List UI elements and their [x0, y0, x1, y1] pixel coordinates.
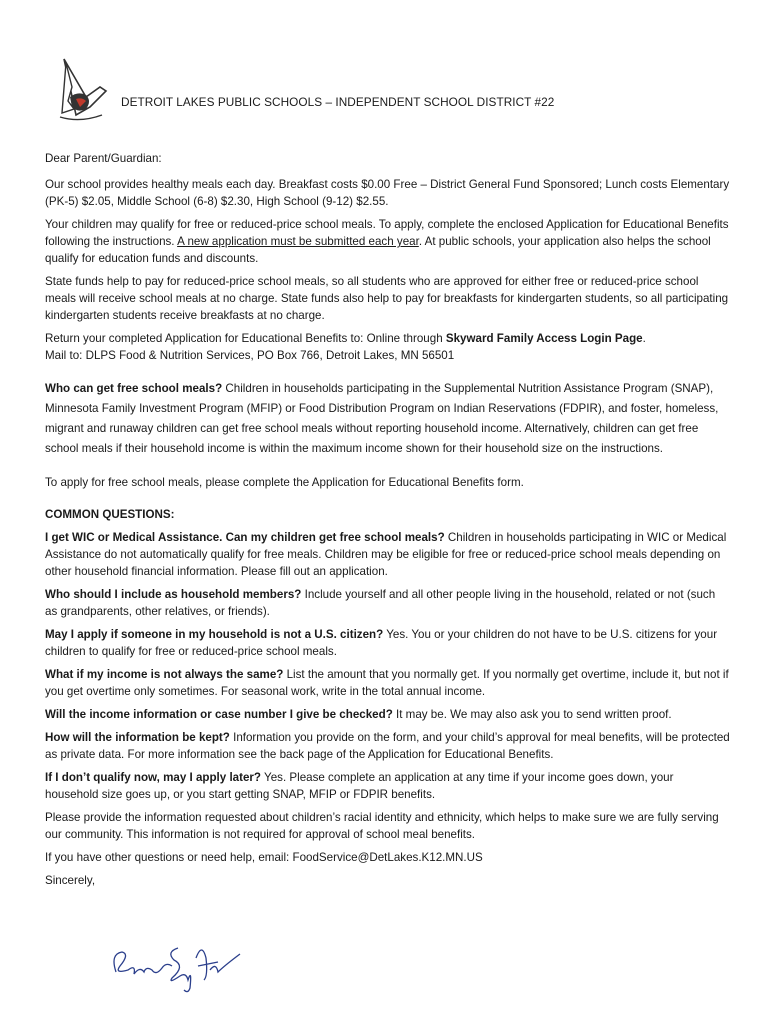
return-paragraph	[45, 330, 730, 347]
faq-item	[45, 666, 730, 700]
faq-question: How will the information be kept?	[45, 731, 230, 744]
district-logo-icon	[56, 57, 108, 125]
faq-answer: It may be. We may also ask you to send written proof.	[392, 708, 672, 721]
state-funds-paragraph: State funds help to pay for reduced-price school meals, so all students who are approved for either free or reduced-price school meals will receive school meals at no charge. State funds also help to pay for breakfasts for kindergarten students, so all participating kindergarten students receive breakfasts at no charge.	[45, 275, 729, 322]
new-application-notice: A new application must be submitted each year	[177, 235, 419, 248]
ethnicity-paragraph: Please provide the information requested about children’s racial identity and ethnicity, which helps to make sure we are fully serving our community. This information is not required for approval of school meal benefits.	[45, 811, 719, 841]
salutation: Dear Parent/Guardian:	[45, 152, 162, 165]
signature-icon	[106, 932, 246, 994]
faq-question: What if my income is not always the same?	[45, 668, 284, 681]
skyward-login-link[interactable]: Skyward Family Access Login Page	[445, 332, 643, 345]
faq-question: I get WIC or Medical Assistance. Can my children get free school meals?	[45, 531, 445, 544]
faq-answer: List the amount that you normally get. If you normally get overtime, include it, but not if you get overtime only sometimes. For seasonal work, write in the total annual income.	[45, 668, 729, 698]
faq-answer: Yes. Please complete an application at any time if your income goes down, your household size goes up, or you start getting SNAP, MFIP or FDPIR benefits.	[45, 771, 674, 801]
free-meals-question: Who can get free school meals?	[45, 382, 223, 395]
qualify-text-b: . At public schools, your application also helps the school qualify for education funds and discounts.	[45, 235, 711, 265]
help-paragraph: If you have other questions or need help, email: FoodService@DetLakes.K12.MN.US	[45, 851, 483, 864]
closing: Sincerely,	[45, 874, 96, 887]
faq-answer: Information you provide on the form, and your child’s approval for meal benefits, will be protected as private data. For more information see the back page of the Application for Educational Benefits.	[45, 731, 730, 761]
district-header: DETROIT LAKES PUBLIC SCHOOLS – INDEPENDENT SCHOOL DISTRICT #22	[121, 95, 555, 109]
faq-item	[45, 706, 730, 723]
faq-item	[45, 586, 730, 620]
return-period: .	[642, 332, 646, 345]
letter-body	[45, 150, 730, 889]
mail-address: Mail to: DLPS Food & Nutrition Services, PO Box 766, Detroit Lakes, MN 56501	[45, 349, 455, 362]
faq-question: Will the income information or case number I give be checked?	[45, 708, 393, 721]
return-text: Return your completed Application for Educational Benefits to: Online through	[45, 332, 446, 345]
faq-answer: Children in households participating in WIC or Medical Assistance do not automatically qualify for free meals. Children may be eligible for free or reduced-price school meals depending on other household financial information. Please fill out an application.	[45, 531, 727, 578]
apply-paragraph: To apply for free school meals, please complete the Application for Educational Benefits form.	[45, 476, 524, 489]
qualify-paragraph	[45, 216, 730, 267]
faq-answer: Yes. You or your children do not have to be U.S. citizens for your children to qualify for free or reduced-price school meals.	[45, 628, 718, 658]
common-questions-heading: COMMON QUESTIONS:	[45, 508, 175, 521]
faq-item	[45, 769, 730, 803]
faq-item	[45, 529, 730, 580]
qualify-text-a: Your children may qualify for free or reduced-price school meals. To apply, complete the enclosed Application for Educational Benefits following the instructions.	[45, 218, 729, 248]
free-meals-paragraph	[45, 379, 730, 459]
faq-question: If I don’t qualify now, may I apply later?	[45, 771, 262, 784]
faq-question: Who should I include as household members?	[45, 588, 302, 601]
faq-answer: Include yourself and all other people living in the household, related or not (such as grandparents, other relatives, or friends).	[45, 588, 716, 618]
faq-item	[45, 626, 730, 660]
faq-item	[45, 729, 730, 763]
free-meals-answer: Children in households participating in the Supplemental Nutrition Assistance Program (SNAP), Minnesota Family Investment Program (MFIP) or Food Distribution Program on Indian Reservations (FDPIR), and foster, homeless, migrant and runaway children can get free school meals without reporting household income. Alternatively, children can get free school meals if their household income is within the maximum income shown for their household size on the instructions.	[45, 382, 719, 455]
faq-question: May I apply if someone in my household is not a U.S. citizen?	[45, 628, 384, 641]
meal-costs-paragraph: Our school provides healthy meals each day. Breakfast costs $0.00 Free – District General Fund Sponsored; Lunch costs Elementary (PK-5) $2.05, Middle School (6-8) $2.30, High School (9-12) $2.55.	[45, 178, 730, 208]
